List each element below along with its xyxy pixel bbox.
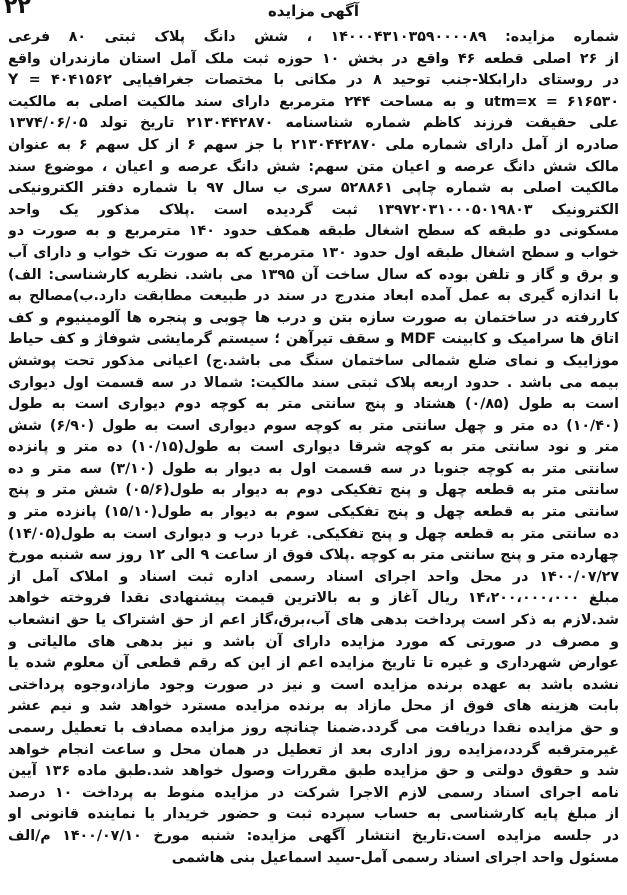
notice-line: نامه اجرای اسناد رسمی لازم الاجرا شرکت در مزایده منوط به پرداخت ۱۰ درصد — [8, 784, 619, 801]
notice-line: مسکونی دو طبقه که سطح اشغال طبقه همکف حدود ۱۴۰ مترمربع و به صورت دو — [8, 223, 619, 240]
notice-line: چهارده متر و پنج سانتی متر به کوچه .پلاک فوق از ساعت ۹ الی ۱۲ روز سه شنبه مورخ — [8, 547, 619, 564]
notice-line: عوارض شهرداری و غیره تا تاریخ مزایده اعم از این که رقم قطعی آن معلوم شده یا — [8, 655, 619, 672]
notice-line: الکترونیک ۱۳۹۷۲۰۳۱۰۰۰۵۰۱۹۸۰۳ ثبت گردیده است .پلاک مذکور یک واحد — [8, 201, 619, 218]
notice-line: در روستای دارابکلا-جنب توحید ۸ در مکانی با مختصات جغرافیایی ۴۰۴۱۵۶۲ = Y — [8, 72, 619, 89]
notice-line: مالک شش دانگ عرصه و اعیان متن سهم: شش دانگ عرصه و اعیان ، موضوع سند — [8, 158, 619, 175]
notice-line: سانتی متر به قطعه چهل و پنج تفکیکی دوم به دیوار به طول(۰۵/۶) شش متر و پنج — [8, 482, 619, 499]
notice-line: غیرمترقبه گردد،مزایده روز اداری بعد از تعطیل در همان محل و ساعت انجام خواهد — [8, 741, 619, 758]
notice-line: در جلسه مزایده است.تاریخ انتشار آگهی مزایده: شنبه مورخ ۱۴۰۰/۰۷/۱۰ م/الف — [8, 827, 619, 844]
notice-line: متر و نود سانتی متر به کوچه شرقا دیواری است به طول(۱۰/۱۵) ده متر و پانزده — [8, 439, 619, 456]
notice-line: مبلغ ۱۴،۲۰۰،۰۰۰،۰۰۰ ریال آغاز و به بالاترین قیمت پیشنهادی نقدا فروخته خواهد — [8, 590, 619, 607]
notice-line: ده سانتی متر به قطعه چهل و پنج تفکیکی. غربا درب و دیواری است به طول(۱۴/۰۵) — [8, 525, 619, 542]
notice-line: بیمه می باشد . حدود اربعه پلاک ثبتی سند مالکیت: شمالا در سه قسمت اول دیواری — [8, 374, 619, 391]
notice-line: سانتی متر به قطعه چهل و پنج تفکیکی سوم به دیوار به طول(۱۵/۱۰) پانزده متر و — [8, 504, 619, 521]
notice-line: و برق و گاز و تلفن بوده که سال ساخت آن ۱۳۹۵ می باشد. نظریه کارشناسی: الف) — [8, 266, 619, 283]
notice-line: و حق مزایده نقدا دریافت می گردد.ضمنا چنانچه روز مزایده مصادف با تعطیل رسمی — [8, 720, 619, 736]
notice-line: شماره مزایده: ۱۴۰۰۰۴۳۱۰۳۵۹۰۰۰۰۸۹ ، شش دانگ پلاک ثبتی ۸۰ فرعی — [8, 29, 619, 45]
notice-line: مالکیت اصلی به شماره چاپی ۵۲۸۸۶۱ سری ب سال ۹۷ با شماره دفتر الکترونیکی — [8, 180, 619, 197]
notice-signature-line: مسئول واحد اجرای اسناد رسمی آمل-سید اسماعیل بنی هاشمی — [171, 849, 619, 866]
notice-line: ۱۴۰۰/۰۷/۲۷ در محل واحد اجرای اسناد رسمی اداره ثبت اسناد و املاک آمل از — [8, 568, 619, 585]
notice-line: شد و حقوق دولتی و حق مزایده طبق مقررات وصول خواهد شد.طبق ماده ۱۳۶ آیین — [8, 763, 619, 780]
notice-line: و مصرف در صورتی که مورد مزایده دارای آن باشد و نیز بدهی های مالیاتی و — [8, 633, 619, 650]
notice-line: با اندازه گیری به عمل آمده ابعاد مندرج در سند در طبیعت مطابقت دارد.ب)مصالح به — [8, 288, 619, 305]
notice-line: اتاق ها سرامیک و کابینت MDF و سقف تیرآهن ؛ سیستم گرمایشی شوفاژ و کف حیاط — [8, 331, 619, 348]
notice-line: ۶۱۶۵۳۰ = utm=x و به مساحت ۲۴۴ مترمربع دارای سند مالکیت اصلی به مالکیت — [8, 93, 619, 110]
notice-line: خواب و سطح اشغال طبقه اول حدود ۱۳۰ مترمربع که به صورت تک خواب و دارای آب — [8, 244, 619, 261]
page-number-mark: ۲۲ — [4, 0, 31, 19]
notice-line: (۱۰/۴۰) ده متر و چهل سانتی متر به کوچه سوم دیواری است به طول (۶/۹۰) شش — [8, 417, 619, 434]
notice-line: سانتی متر به کوچه جنوبا در سه قسمت اول به دیوار به طول (۳/۱۰) سه متر و ده — [8, 460, 619, 477]
notice-line: از ۲۶ اصلی قطعه ۴۶ واقع در بخش ۱۰ حوزه ثبت ملک آمل استان مازندران واقع — [8, 50, 619, 67]
notice-line: کاررفته در ساختمان به صورت سازه بتن و درب ها چوبی و پنجره ها آلومینیوم و کف — [8, 309, 619, 326]
notice-line: صادره از آمل دارای شماره ملی ۲۱۳۰۴۴۲۸۷۰ با جز سهم ۶ از کل سهم ۶ به عنوان — [8, 136, 619, 153]
notice-line: شد.لازم به ذکر است پرداخت بدهی های آب،برق،گاز اعم از حق اشتراک یا حق انشعاب — [8, 612, 619, 629]
notice-line: بابت هزینه های فوق از محل مازاد به برنده مزایده مسترد خواهد شد و نیم عشر — [8, 698, 619, 715]
notice-line: است به طول (۰/۸۵) هشتاد و پنج سانتی متر به کوچه دوم دیواری است به طول — [8, 396, 619, 413]
notice-line: موزاییک و نمای ضلع شمالی ساختمان سنگ می باشد.ج) اعیانی مذکور تحت پوشش — [8, 352, 619, 369]
notice-line: علی حقیقت فرزند کاظم شماره شناسنامه ۲۱۳۰۴۴۲۸۷۰ تاریخ تولد ۱۳۷۴/۰۶/۰۵ — [8, 115, 619, 132]
notice-line: نشده باشد به عهده برنده مزایده است و نیز در صورت وجود مازاد،وجوه پرداختی — [8, 676, 619, 693]
notice-line: از مبلغ پایه کارشناسی به حساب سپرده ثبت و حضور خریدار یا نماینده قانونی او — [8, 806, 619, 823]
notice-body — [8, 27, 619, 869]
notice-title: آگهی مزایده — [267, 2, 360, 20]
